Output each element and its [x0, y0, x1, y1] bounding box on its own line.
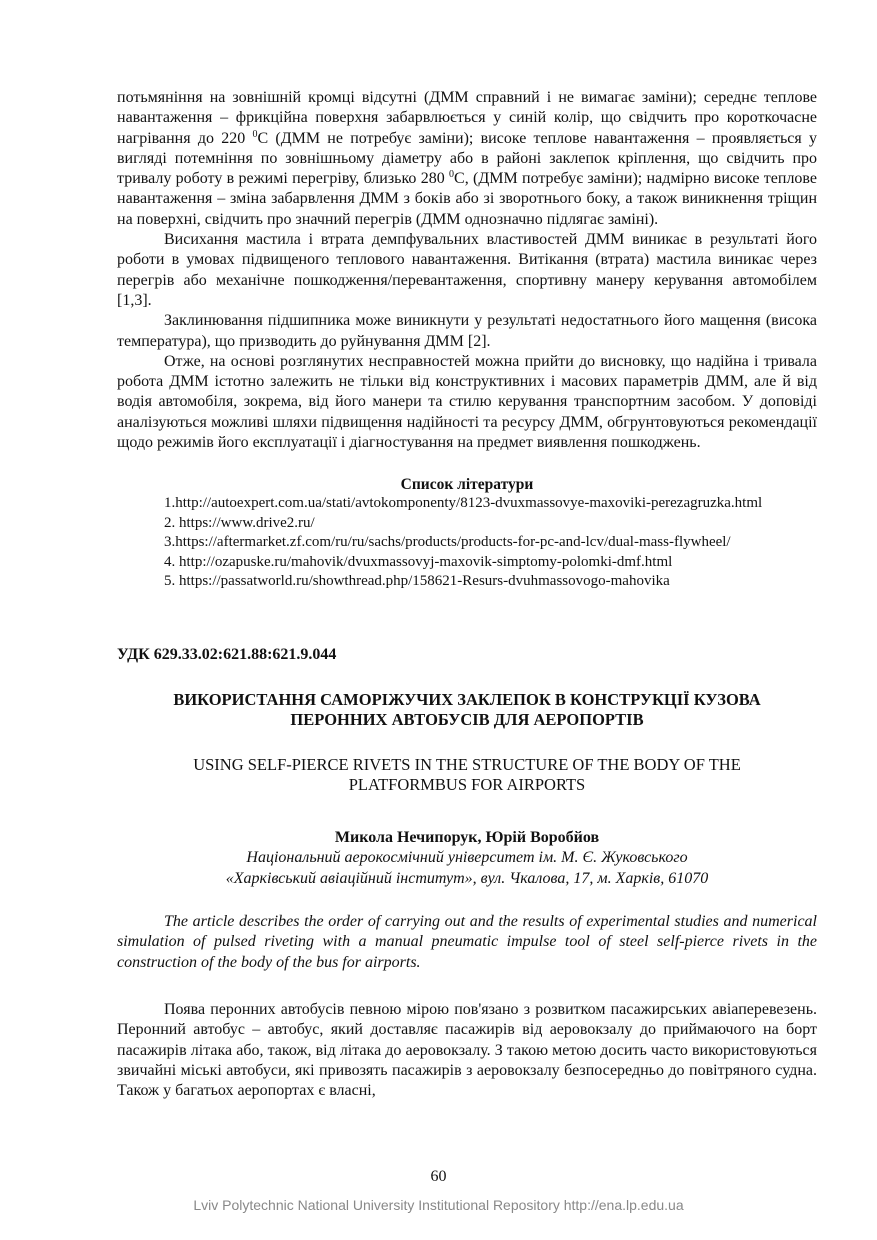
article-title-en: USING SELF-PIERCE RIVETS IN THE STRUCTURE OF THE BODY OF THE PLATFORMBUS FOR AIRPORTS	[193, 755, 741, 795]
article-affiliation: Національний аерокосмічний університет ім. М. Є. Жуковського «Харківський авіаційний інститут», вул. Чкалова, 17, м. Харків, 61070	[225, 849, 709, 887]
page-number: 60	[430, 1168, 447, 1185]
repository-footer: Lviv Polytechnic National University Institutional Repository http://ena.lp.edu.ua	[193, 1197, 684, 1213]
paragraph-lubricant: Висихання мастила і втрата демпфувальних властивостей ДММ виникає в результаті його роботи в умовах підвищеного теплового навантаження. Витікання (втрата) мастила виникає через перегрів або механічне пошкодження/перевантаження, спортивну манеру керування автомобілем [1,3].	[117, 231, 817, 309]
article-body-paragraph: Поява перонних автобусів певною мірою пов'язано з розвитком пасажирських авіаперевезень. Перонний автобус – автобус, який доставляє пасажирів від аеровокзалу до приймаючого на борт пасажирів літака або, також, від літака до аеровокзалу. З такою метою досить часто використовуються звичайні міські автобуси, які привозять пасажирів з аеровокзалу безпосередньо до повітряного судна. Також у багатьох аеропортах є власні,	[117, 1000, 817, 1100]
reference-item: 5. https://passatworld.ru/showthread.php/158621-Resurs-dvuhmassovogo-mahovika	[164, 573, 670, 590]
reference-item: 3.https://aftermarket.zf.com/ru/ru/sachs/products/products-for-pc-and-lcv/dual-mass-flywheel/	[164, 534, 731, 551]
article-abstract: The article describes the order of carrying out and the results of experimental studies and numerical simulation of pulsed riveting with a manual pneumatic impulse tool of steel self-pierce rivets in the construction of the body of the bus for airports.	[117, 913, 817, 971]
page-content	[117, 88, 817, 1101]
reference-item: 4. http://ozapuske.ru/mahovik/dvuxmassovyj-maxovik-simptomy-polomki-dmf.html	[164, 553, 673, 570]
references-heading: Список літератури	[400, 476, 534, 494]
article-title-ua: ВИКОРИСТАННЯ САМОРІЖУЧИХ ЗАКЛЕПОК В КОНСТРУКЦІЇ КУЗОВА ПЕРОННИХ АВТОБУСІВ ДЛЯ АЕРОПОРТІВ	[173, 690, 761, 730]
reference-item: 2. https://www.drive2.ru/	[164, 514, 315, 531]
paragraph-heat-load: потьмяніння на зовнішній кромці відсутні (ДММ справний і не вимагає заміни); середнє теплове навантаження – фрикційна поверхня забарвлюється у синій колір, що свідчить про короткочасне нагрівання до 220 $^0$С (ДММ не потребує заміни); високе теплове навантаження – проявляється у вигляді потемніння по зовнішньому діаметру або в районі заклепок кріплення, що свідчить про тривалу роботу в режимі перегріву, близько 280 $^0$С, (ДММ потребує заміни); надмірно високе теплове навантаження – зміна забарвлення ДММ з боків або зі зворотнього боку, а також виникнення тріщин на поверхні, свідчить про значний перегрів (ДММ однозначно підлягає заміні).	[117, 89, 817, 228]
paragraph-bearing: Заклинювання підшипника може виникнути у результаті недостатнього його мащення (висока температура), що призводить до руйнування ДММ [2].	[117, 312, 817, 350]
reference-item: 1.http://autoexpert.com.ua/stati/avtokomponenty/8123-dvuxmassovye-maxoviki-perezagruzka.html	[164, 495, 763, 512]
udk-code: УДК 629.33.02:621.88:621.9.044	[117, 645, 337, 663]
references-list	[164, 494, 817, 592]
paragraph-conclusion: Отже, на основі розглянутих несправностей можна прийти до висновку, що надійна і тривала робота ДММ істотно залежить не тільки від конструктивних і масових параметрів ДММ, але й від водія автомобіля, зокрема, від його манери та стилю керування транспортним засобом. У доповіді аналізуються можливі шляхи підвищення надійності та ресурсу ДММ, обгрунтовуються рекомендації щодо режимів його експлуатації і діагностування на предмет виявлення пошкоджень.	[117, 352, 817, 452]
article-authors: Микола Нечипорук, Юрій Воробйов	[334, 829, 600, 847]
